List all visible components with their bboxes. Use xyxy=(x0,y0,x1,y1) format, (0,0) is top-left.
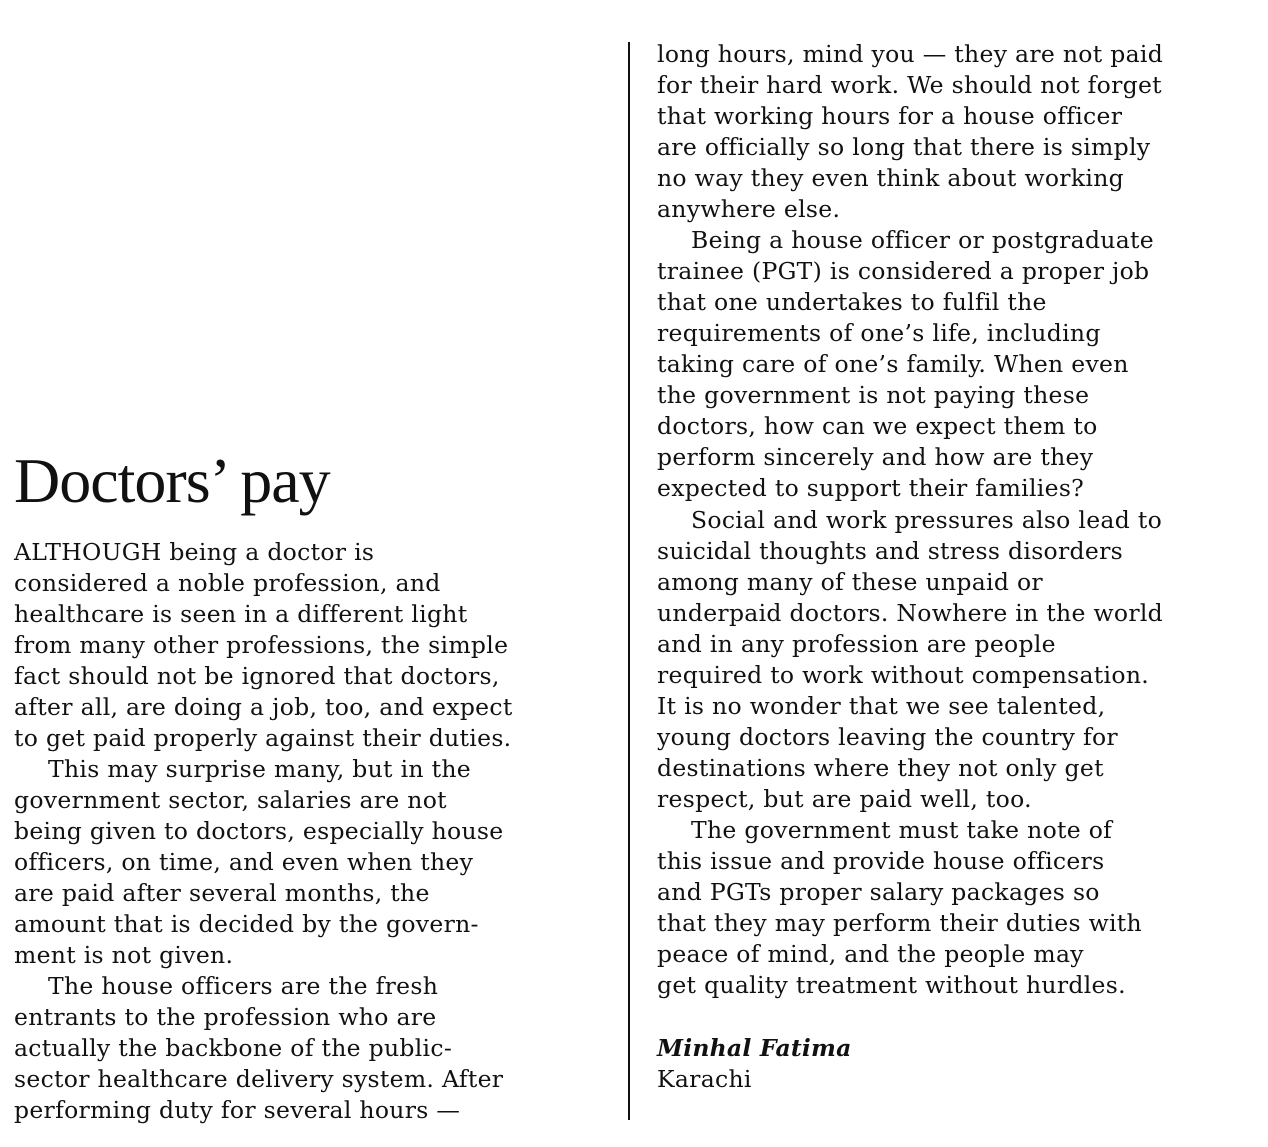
left-line: ALTHOUGH being a doctor is xyxy=(14,538,375,566)
right-line: suicidal thoughts and stress disorders xyxy=(657,537,1123,565)
left-line: The house officers are the fresh xyxy=(48,972,439,1000)
left-line: from many other professions, the simple xyxy=(14,631,509,659)
right-line: that one undertakes to fulfil the xyxy=(657,288,1047,316)
right-line: peace of mind, and the people may xyxy=(657,940,1084,968)
right-line: the government is not paying these xyxy=(657,381,1090,409)
right-line: that working hours for a house officer xyxy=(657,102,1123,130)
right-line: trainee (PGT) is considered a proper job xyxy=(657,257,1150,285)
left-line: officers, on time, and even when they xyxy=(14,848,474,876)
right-line: among many of these unpaid or xyxy=(657,568,1043,596)
right-line: get quality treatment without hurdles. xyxy=(657,971,1126,999)
right-line: required to work without compensation. xyxy=(657,661,1150,689)
right-line: long hours, mind you — they are not paid xyxy=(657,40,1164,68)
right-line: are officially so long that there is simply xyxy=(657,133,1151,161)
left-line: This may surprise many, but in the xyxy=(48,755,471,783)
left-line: government sector, salaries are not xyxy=(14,786,447,814)
left-line: considered a noble profession, and xyxy=(14,569,441,597)
left-line: after all, are doing a job, too, and expect xyxy=(14,693,513,721)
headline: Doctors’ pay xyxy=(14,445,330,516)
right-line: for their hard work. We should not forget xyxy=(657,71,1162,99)
right-line: anywhere else. xyxy=(657,195,841,223)
right-line: and in any profession are people xyxy=(657,630,1056,658)
left-line: performing duty for several hours — xyxy=(14,1096,461,1124)
left-line: entrants to the profession who are xyxy=(14,1003,437,1031)
column-divider xyxy=(628,42,630,1120)
right-line: respect, but are paid well, too. xyxy=(657,785,1032,813)
left-line: actually the backbone of the public- xyxy=(14,1034,453,1062)
right-line: that they may perform their duties with xyxy=(657,909,1142,937)
left-line: fact should not be ignored that doctors, xyxy=(14,662,500,690)
right-line: this issue and provide house officers xyxy=(657,847,1105,875)
left-line: sector healthcare delivery system. After xyxy=(14,1065,504,1093)
right-line: young doctors leaving the country for xyxy=(657,723,1118,751)
left-line: are paid after several months, the xyxy=(14,879,430,907)
right-line: expected to support their families? xyxy=(657,474,1085,502)
left-line: amount that is decided by the govern- xyxy=(14,910,479,938)
right-line: Social and work pressures also lead to xyxy=(691,506,1163,534)
right-line: and PGTs proper salary packages so xyxy=(657,878,1100,906)
right-line: taking care of one’s family. When even xyxy=(657,350,1129,378)
right-line: doctors, how can we expect them to xyxy=(657,412,1098,440)
author-city: Karachi xyxy=(657,1065,752,1093)
right-line: requirements of one’s life, including xyxy=(657,319,1101,347)
right-line: Being a house officer or postgraduate xyxy=(691,226,1154,254)
right-line: It is no wonder that we see talented, xyxy=(657,692,1106,720)
left-line: to get paid properly against their duties. xyxy=(14,724,512,752)
right-line: underpaid doctors. Nowhere in the world xyxy=(657,599,1164,627)
right-line: perform sincerely and how are they xyxy=(657,443,1094,471)
right-line: no way they even think about working xyxy=(657,164,1124,192)
left-line: healthcare is seen in a different light xyxy=(14,600,468,628)
left-line: being given to doctors, especially house xyxy=(14,817,504,845)
right-line: The government must take note of xyxy=(691,816,1113,844)
right-line: destinations where they not only get xyxy=(657,754,1104,782)
left-line: ment is not given. xyxy=(14,941,234,969)
author-name: Minhal Fatima xyxy=(657,1034,852,1062)
